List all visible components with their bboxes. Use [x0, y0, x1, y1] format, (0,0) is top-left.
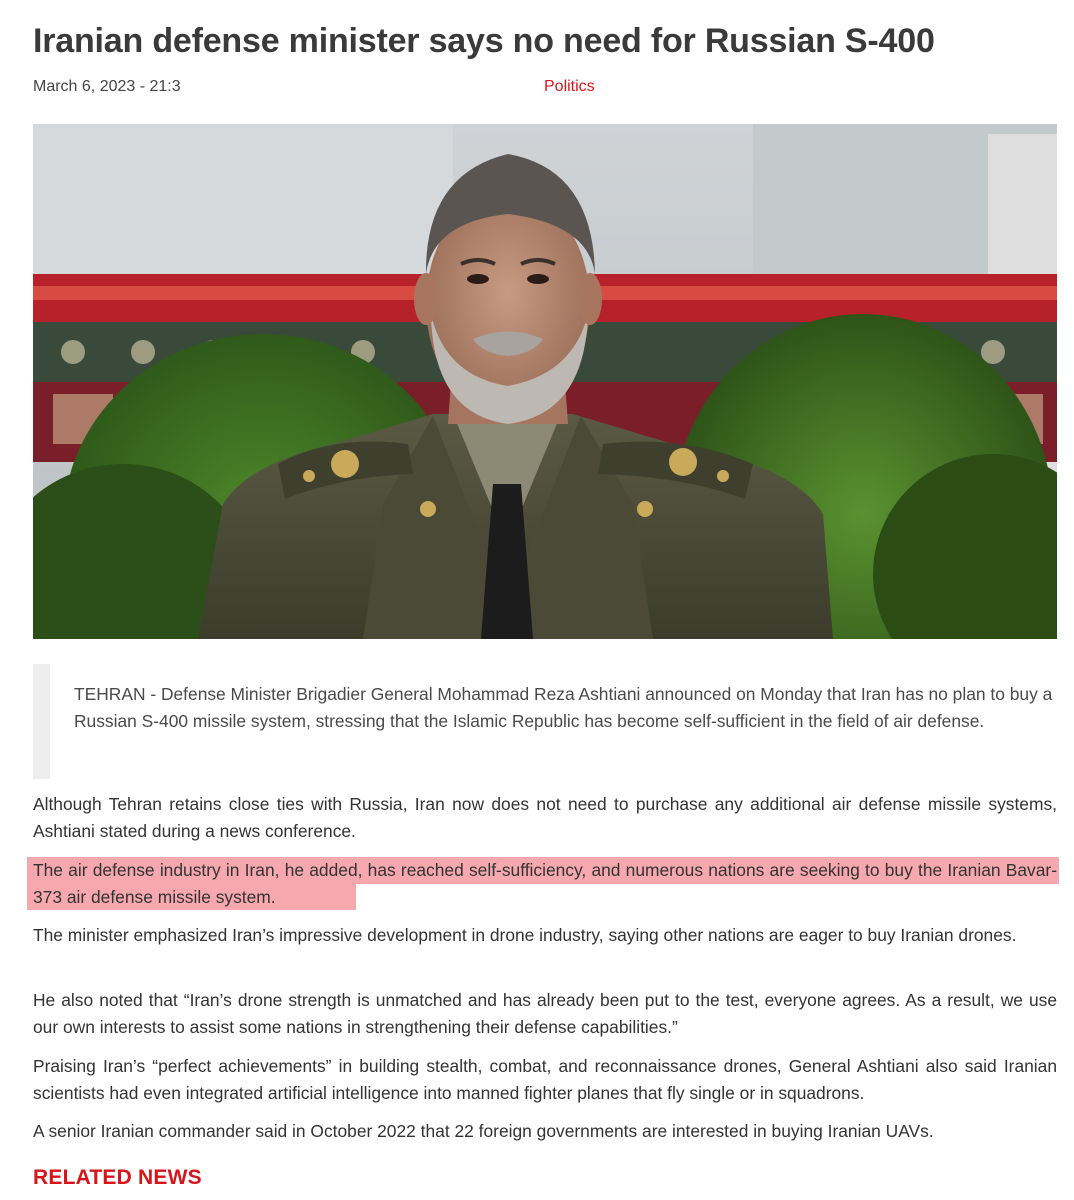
related-news-heading: RELATED NEWS — [33, 1166, 202, 1189]
lead-text: TEHRAN - Defense Minister Brigadier General Mohammad Reza Ashtiani announced on Monday that Iran has no plan to buy a Russian S-400 missile system, stressing that the Islamic Republic has become self-sufficient in the field of air defense. — [74, 684, 1053, 731]
article-photo — [33, 124, 1057, 639]
highlighted-paragraph: The air defense industry in Iran, he added, has reached self-sufficiency, and numerous nations are seeking to buy the Iranian Bavar-373 air defense missile system. — [33, 860, 1057, 907]
paragraph: Praising Iran’s “perfect achievements” in building stealth, combat, and reconnaissance drones, General Ashtiani also said Iranian scientists had even integrated artificial intelligence into manned fighter planes that fly single or in squadrons. — [33, 1056, 1057, 1103]
article-title: Iranian defense minister says no need for Russian S-400 — [33, 22, 935, 60]
article-date: March 6, 2023 - 21:3 — [33, 78, 181, 95]
paragraph: The minister emphasized Iran’s impressive development in drone industry, saying other nations are eager to buy Iranian drones. — [33, 925, 1017, 945]
lead-quote-bar — [33, 664, 50, 779]
paragraph: A senior Iranian commander said in October 2022 that 22 foreign governments are interested in buying Iranian UAVs. — [33, 1121, 934, 1141]
paragraph: He also noted that “Iran’s drone strength is unmatched and has already been put to the test, everyone agrees. As a result, we use our own interests to assist some nations in strengthening their defense capabilities.” — [33, 990, 1057, 1037]
article-lead — [33, 664, 1057, 779]
category-link[interactable]: Politics — [544, 78, 595, 95]
paragraph: Although Tehran retains close ties with Russia, Iran now does not need to purchase any additional air defense missile systems, Ashtiani stated during a news conference. — [33, 794, 1057, 841]
